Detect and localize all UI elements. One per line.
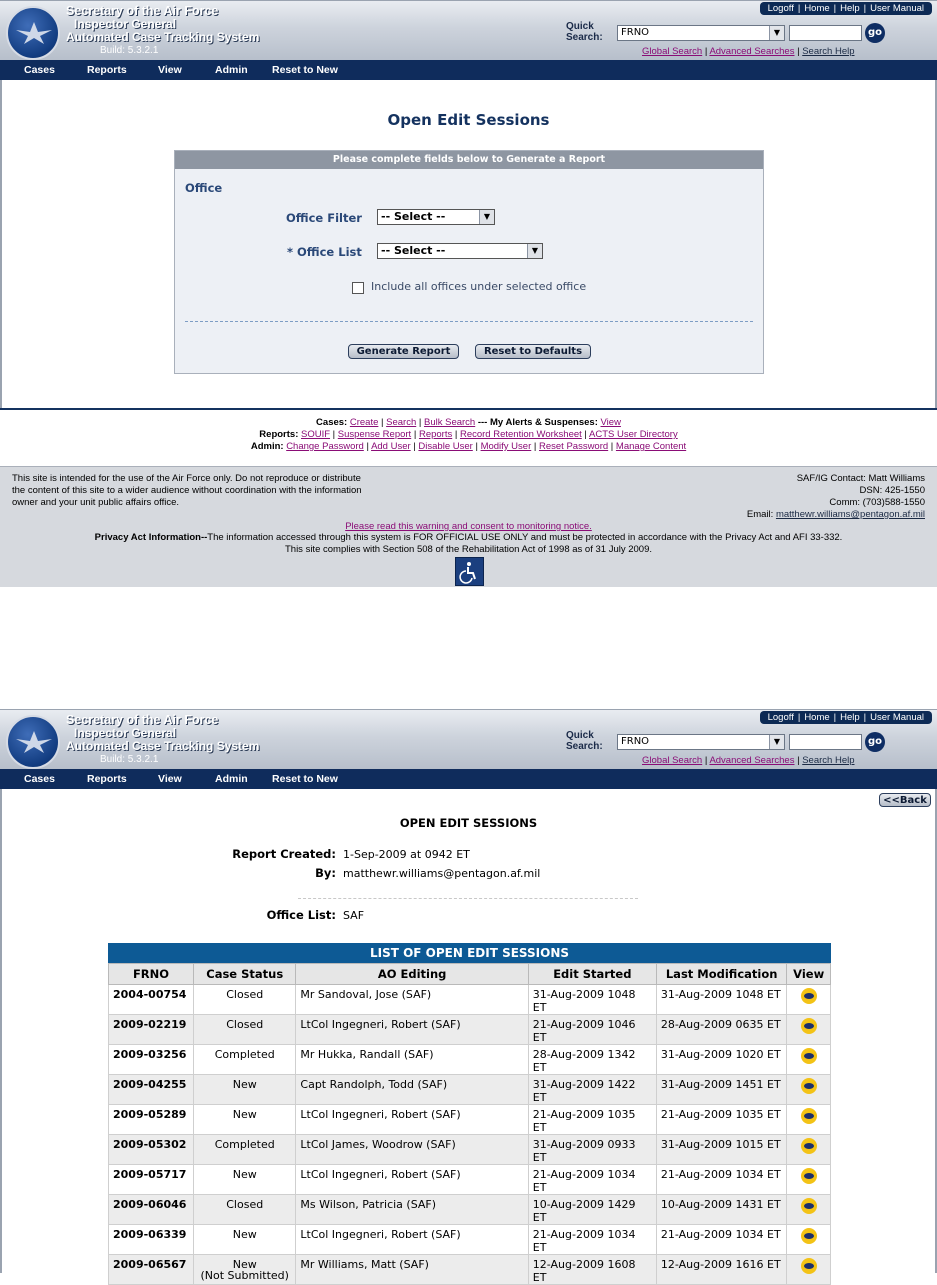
open-sessions-table xyxy=(108,943,831,1285)
logoff-link[interactable]: Logoff xyxy=(767,712,794,723)
nav-view[interactable]: View xyxy=(158,64,182,76)
last-modified-cell: 31-Aug-2009 1048 ET xyxy=(656,985,787,1015)
table-row xyxy=(109,1195,831,1225)
app-header xyxy=(0,0,937,60)
table-row xyxy=(109,1105,831,1135)
contact-email-link[interactable]: matthewr.williams@pentagon.af.mil xyxy=(775,509,925,520)
user-manual-link[interactable]: User Manual xyxy=(870,3,924,14)
office-filter-select[interactable]: -- Select -- ▼ xyxy=(377,209,495,225)
col-last-modification[interactable]: Last Modification xyxy=(656,964,787,985)
app-header xyxy=(0,709,937,769)
search-links: Global Search | Advanced Searches | Search Help xyxy=(642,46,855,57)
edit-started-cell: 31-Aug-2009 1422 ET xyxy=(528,1075,656,1105)
frno-cell: 2009-03256 xyxy=(109,1045,194,1075)
last-modified-cell: 31-Aug-2009 1015 ET xyxy=(656,1135,787,1165)
table-row xyxy=(109,1165,831,1195)
eye-icon[interactable] xyxy=(801,988,817,1004)
air-force-logo xyxy=(6,715,60,769)
view-cell xyxy=(787,1015,831,1045)
table-row xyxy=(109,1045,831,1075)
edit-started-cell: 31-Aug-2009 0933 ET xyxy=(528,1135,656,1165)
frno-cell: 2009-06046 xyxy=(109,1195,194,1225)
app-title: Secretary of the Air Force Inspector General Automated Case Tracking System Build: 5.3.2.1 xyxy=(66,713,260,765)
frno-cell: 2009-05302 xyxy=(109,1135,194,1165)
ao-cell: Mr Williams, Matt (SAF) xyxy=(296,1255,528,1285)
col-frno[interactable]: FRNO xyxy=(109,964,194,985)
nav-cases[interactable]: Cases xyxy=(24,773,55,785)
report-created-label: Report Created: xyxy=(232,847,336,861)
form-header: Please complete fields below to Generate a Report xyxy=(175,151,763,169)
advanced-searches-link[interactable]: Advanced Searches xyxy=(709,755,795,766)
table-row xyxy=(109,1135,831,1165)
eye-icon[interactable] xyxy=(801,1048,817,1064)
site-footer xyxy=(0,466,937,587)
main-nav xyxy=(0,769,937,789)
table-row xyxy=(109,1255,831,1285)
help-link[interactable]: Help xyxy=(840,712,860,723)
table-row xyxy=(109,1015,831,1045)
report-form xyxy=(174,150,764,374)
view-cell xyxy=(787,1045,831,1075)
last-modified-cell: 21-Aug-2009 1034 ET xyxy=(656,1225,787,1255)
modify-user-link[interactable]: Modify User xyxy=(480,441,532,452)
edit-started-cell: 21-Aug-2009 1034 ET xyxy=(528,1165,656,1195)
search-help-link[interactable]: Search Help xyxy=(802,755,855,766)
office-section-label: Office xyxy=(185,181,223,195)
last-modified-cell: 31-Aug-2009 1020 ET xyxy=(656,1045,787,1075)
col-ao-editing[interactable]: AO Editing xyxy=(296,964,528,985)
search-links: Global Search | Advanced Searches | Search Help xyxy=(642,755,855,766)
eye-icon[interactable] xyxy=(801,1078,817,1094)
office-list-label: Office List: xyxy=(266,908,336,922)
quick-search-select[interactable]: FRNO ▼ xyxy=(617,25,785,41)
logoff-link[interactable]: Logoff xyxy=(767,3,794,14)
last-modified-cell: 21-Aug-2009 1034 ET xyxy=(656,1165,787,1195)
air-force-logo xyxy=(6,6,60,60)
status-cell: Completed xyxy=(194,1045,296,1075)
frno-cell: 2009-05289 xyxy=(109,1105,194,1135)
last-modified-cell: 28-Aug-2009 0635 ET xyxy=(656,1015,787,1045)
disable-user-link[interactable]: Disable User xyxy=(418,441,473,452)
frno-cell: 2004-00754 xyxy=(109,985,194,1015)
ao-cell: Mr Sandoval, Jose (SAF) xyxy=(296,985,528,1015)
search-help-link[interactable]: Search Help xyxy=(802,46,855,57)
home-link[interactable]: Home xyxy=(804,712,830,723)
advanced-searches-link[interactable]: Advanced Searches xyxy=(709,46,795,57)
ao-cell: LtCol Ingegneri, Robert (SAF) xyxy=(296,1015,528,1045)
page-title: Open Edit Sessions xyxy=(387,111,550,129)
view-cell xyxy=(787,1255,831,1285)
eye-icon[interactable] xyxy=(801,1108,817,1124)
eye-icon[interactable] xyxy=(801,1198,817,1214)
table-header-row xyxy=(109,964,831,985)
edit-started-cell: 12-Aug-2009 1608 ET xyxy=(528,1255,656,1285)
home-link[interactable]: Home xyxy=(804,3,830,14)
view-cell xyxy=(787,1075,831,1105)
frno-cell: 2009-06339 xyxy=(109,1225,194,1255)
status-cell: Closed xyxy=(194,1015,296,1045)
main-nav xyxy=(0,60,937,80)
nav-reports[interactable]: Reports xyxy=(87,64,127,76)
eye-icon[interactable] xyxy=(801,1168,817,1184)
table-body xyxy=(109,985,831,1285)
status-cell: Closed xyxy=(194,1195,296,1225)
generate-report-button[interactable]: Generate Report xyxy=(348,344,459,359)
include-offices-checkbox[interactable] xyxy=(352,282,364,294)
status-cell: New xyxy=(194,1225,296,1255)
edit-started-cell: 21-Aug-2009 1035 ET xyxy=(528,1105,656,1135)
ao-cell: Capt Randolph, Todd (SAF) xyxy=(296,1075,528,1105)
view-cell xyxy=(787,1225,831,1255)
last-modified-cell: 21-Aug-2009 1035 ET xyxy=(656,1105,787,1135)
last-modified-cell: 12-Aug-2009 1616 ET xyxy=(656,1255,787,1285)
reset-to-defaults-button[interactable]: Reset to Defaults xyxy=(475,344,591,359)
frno-cell: 2009-05717 xyxy=(109,1165,194,1195)
nav-admin[interactable]: Admin xyxy=(215,773,248,785)
quick-search-input[interactable] xyxy=(789,25,862,41)
chevron-down-icon: ▼ xyxy=(527,244,542,258)
app-title: Secretary of the Air Force Inspector General Automated Case Tracking System Build: 5.3.2.1 xyxy=(66,4,260,56)
col-view: View xyxy=(787,964,831,985)
quick-search-label: Quick Search: xyxy=(566,730,603,752)
nav-cases[interactable]: Cases xyxy=(24,64,55,76)
record-retention-link[interactable]: Record Retention Worksheet xyxy=(459,429,582,440)
office-filter-label: Office Filter xyxy=(286,211,362,225)
souif-link[interactable]: SOUIF xyxy=(301,429,331,440)
ao-cell: LtCol James, Woodrow (SAF) xyxy=(296,1135,528,1165)
add-user-link[interactable]: Add User xyxy=(371,441,411,452)
bulk-search-link[interactable]: Bulk Search xyxy=(423,417,476,428)
col-edit-started[interactable]: Edit Started xyxy=(528,964,656,985)
edit-started-cell: 10-Aug-2009 1429 ET xyxy=(528,1195,656,1225)
contact-info: SAF/IG Contact: Matt Williams DSN: 425-1550 Comm: (703)588-1550 Email: matthewr.williams@pentagon.af.mil xyxy=(746,473,925,520)
footer-links: Cases: Create | Search | Bulk Search --- My Alerts & Suspenses: View Reports: SOUIF | Suspense Report | Reports | Record Retention Worksheet | ACTS User Directory Admin: Change Password | Add User | Disable User | Modify User | Reset Password | Manage Content xyxy=(250,417,687,452)
accessibility-icon[interactable] xyxy=(455,557,484,586)
include-offices-label: Include all offices under selected office xyxy=(371,280,587,293)
table-caption: LIST OF OPEN EDIT SESSIONS xyxy=(108,943,831,963)
ao-cell: LtCol Ingegneri, Robert (SAF) xyxy=(296,1165,528,1195)
global-search-link[interactable]: Global Search xyxy=(642,755,703,766)
edit-started-cell: 21-Aug-2009 1034 ET xyxy=(528,1225,656,1255)
status-cell: New xyxy=(194,1105,296,1135)
view-cell xyxy=(787,1165,831,1195)
edit-started-cell: 21-Aug-2009 1046 ET xyxy=(528,1015,656,1045)
warning-notice-link[interactable]: Please read this warning and consent to monitoring notice. xyxy=(345,521,592,532)
view-cell xyxy=(787,1105,831,1135)
eye-icon[interactable] xyxy=(801,1258,817,1274)
nav-reports[interactable]: Reports xyxy=(87,773,127,785)
col-case-status[interactable]: Case Status xyxy=(194,964,296,985)
user-manual-link[interactable]: User Manual xyxy=(870,712,924,723)
divider xyxy=(298,898,638,899)
frno-cell: 2009-02219 xyxy=(109,1015,194,1045)
report-by-label: By: xyxy=(315,866,336,880)
quick-search-input[interactable] xyxy=(789,734,862,750)
search-link[interactable]: Search xyxy=(386,417,417,428)
reset-password-link[interactable]: Reset Password xyxy=(539,441,609,452)
ao-cell: Ms Wilson, Patricia (SAF) xyxy=(296,1195,528,1225)
edit-started-cell: 28-Aug-2009 1342 ET xyxy=(528,1045,656,1075)
status-cell: New (Not Submitted) xyxy=(194,1255,296,1285)
office-list-select[interactable]: -- Select -- ▼ xyxy=(377,243,543,259)
status-cell: Completed xyxy=(194,1135,296,1165)
report-screenshot xyxy=(0,709,937,1284)
change-password-link[interactable]: Change Password xyxy=(286,441,364,452)
nav-view[interactable]: View xyxy=(158,773,182,785)
top-links: Logoff | Home | Help | User Manual xyxy=(760,711,932,724)
nav-reset-to-new[interactable]: Reset to New xyxy=(272,773,338,785)
quick-search-select[interactable]: FRNO ▼ xyxy=(617,734,785,750)
form-screenshot xyxy=(0,0,937,586)
divider xyxy=(185,321,753,322)
report-by-value: matthewr.williams@pentagon.af.mil xyxy=(343,867,541,880)
chevron-down-icon: ▼ xyxy=(479,210,494,224)
office-list-label: * Office List xyxy=(287,245,362,259)
chevron-down-icon: ▼ xyxy=(769,735,784,749)
disclaimer: This site is intended for the use of the Air Force only. Do not reproduce or distribute the content of this site to a wider audience without coordination with the information owner and your unit public affairs office. xyxy=(12,473,362,508)
back-button[interactable]: <<Back xyxy=(879,793,931,807)
nav-admin[interactable]: Admin xyxy=(215,64,248,76)
ao-cell: Mr Hukka, Randall (SAF) xyxy=(296,1045,528,1075)
status-cell: New xyxy=(194,1165,296,1195)
table-row xyxy=(109,1225,831,1255)
view-cell xyxy=(787,1195,831,1225)
chevron-down-icon: ▼ xyxy=(769,26,784,40)
ao-cell: LtCol Ingegneri, Robert (SAF) xyxy=(296,1105,528,1135)
eye-icon[interactable] xyxy=(801,1138,817,1154)
last-modified-cell: 10-Aug-2009 1431 ET xyxy=(656,1195,787,1225)
view-cell xyxy=(787,985,831,1015)
go-button[interactable]: go xyxy=(865,732,885,752)
ao-cell: LtCol Ingegneri, Robert (SAF) xyxy=(296,1225,528,1255)
office-list-value: SAF xyxy=(343,909,365,922)
reports-link[interactable]: Reports xyxy=(418,429,453,440)
status-cell: New xyxy=(194,1075,296,1105)
table-row xyxy=(109,985,831,1015)
go-button[interactable]: go xyxy=(865,23,885,43)
top-links: Logoff | Home | Help | User Manual xyxy=(760,2,932,15)
view-cell xyxy=(787,1135,831,1165)
privacy-notice: Privacy Act Information--The information accessed through this system is FOR OFFICIAL USE ONLY and must be protected in accordance with the Privacy Act and AFI 33-332. xyxy=(94,532,843,543)
global-search-link[interactable]: Global Search xyxy=(642,46,703,57)
divider xyxy=(0,408,937,410)
section-508-notice: This site complies with Section 508 of the Rehabilitation Act of 1998 as of 31 July 2009. xyxy=(284,544,653,555)
table-row xyxy=(109,1075,831,1105)
report-title: OPEN EDIT SESSIONS xyxy=(399,816,538,830)
eye-icon[interactable] xyxy=(801,1228,817,1244)
suspense-report-link[interactable]: Suspense Report xyxy=(337,429,412,440)
frno-cell: 2009-04255 xyxy=(109,1075,194,1105)
frno-cell: 2009-06567 xyxy=(109,1255,194,1285)
edit-started-cell: 31-Aug-2009 1048 ET xyxy=(528,985,656,1015)
eye-icon[interactable] xyxy=(801,1018,817,1034)
report-created-value: 1-Sep-2009 at 0942 ET xyxy=(343,848,470,861)
help-link[interactable]: Help xyxy=(840,3,860,14)
quick-search-label: Quick Search: xyxy=(566,21,603,43)
view-alerts-link[interactable]: View xyxy=(600,417,621,428)
manage-content-link[interactable]: Manage Content xyxy=(615,441,687,452)
create-link[interactable]: Create xyxy=(349,417,379,428)
status-cell: Closed xyxy=(194,985,296,1015)
last-modified-cell: 31-Aug-2009 1451 ET xyxy=(656,1075,787,1105)
nav-reset-to-new[interactable]: Reset to New xyxy=(272,64,338,76)
acts-user-directory-link[interactable]: ACTS User Directory xyxy=(589,429,678,440)
